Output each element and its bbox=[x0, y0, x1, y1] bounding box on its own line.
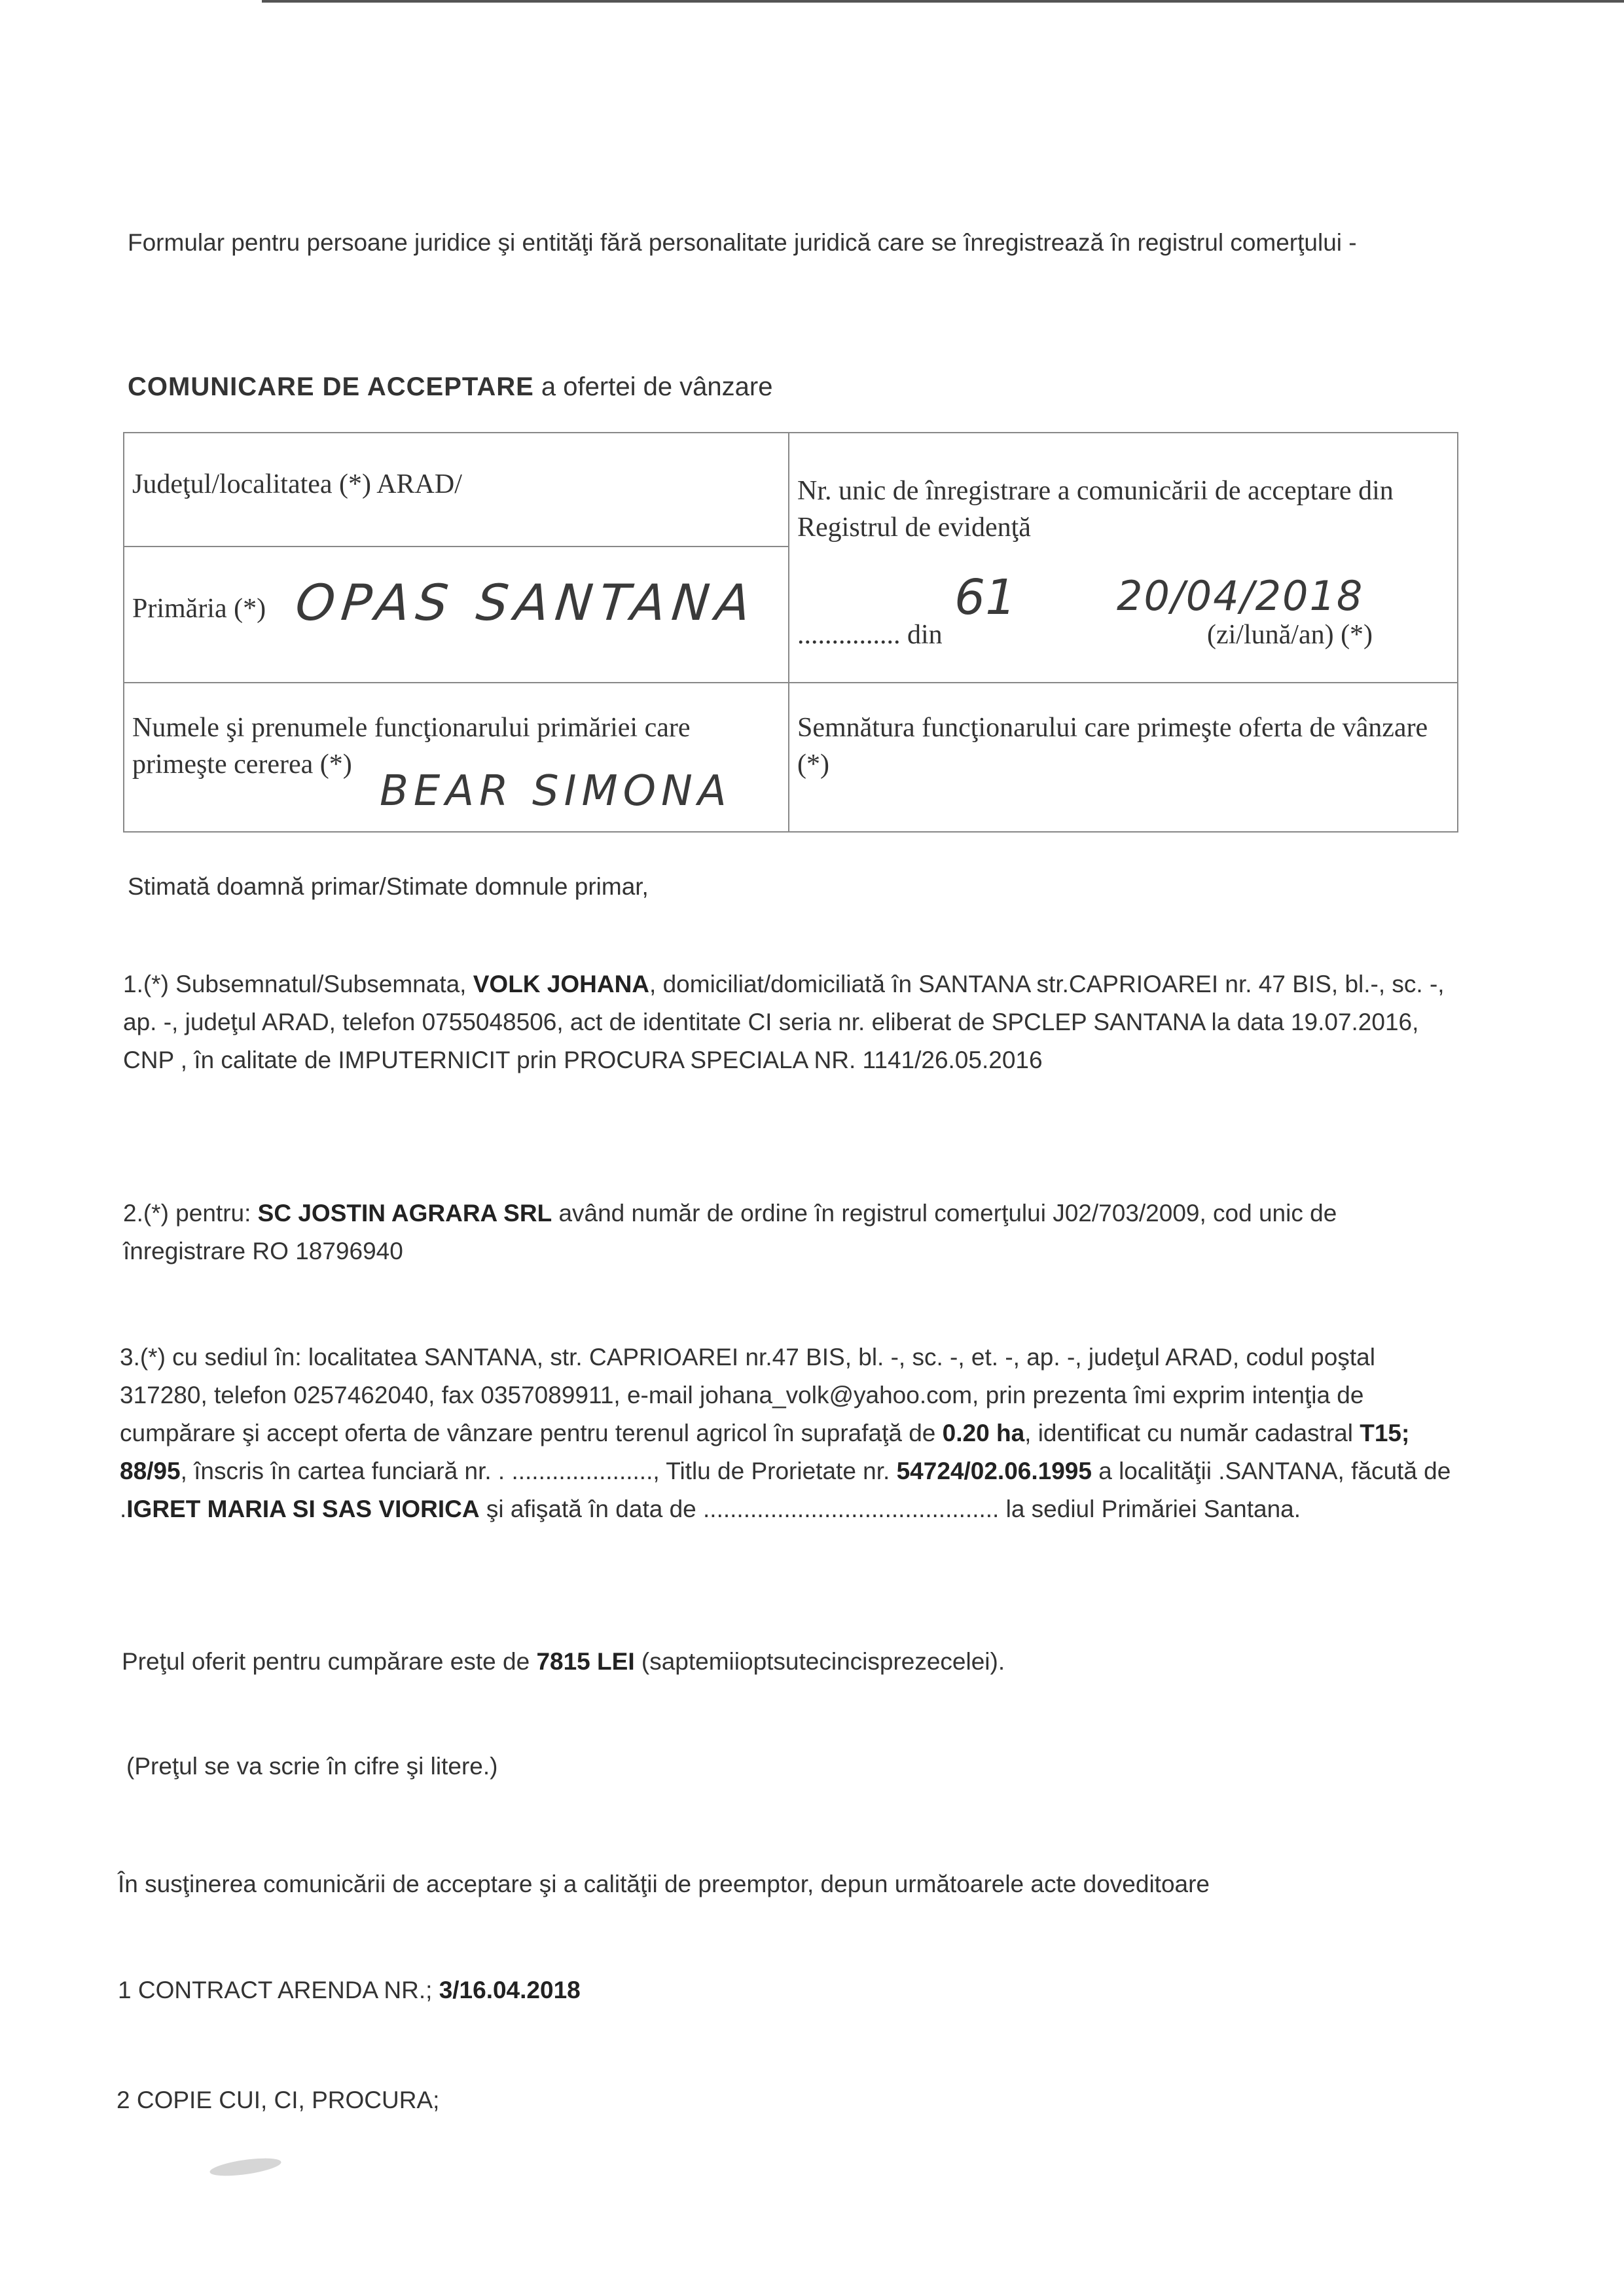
document-title bbox=[128, 368, 1110, 406]
nr-handwritten: 61 bbox=[954, 569, 1017, 626]
sellers-names: IGRET MARIA SI SAS VIORICA bbox=[126, 1496, 480, 1522]
scan-smudge bbox=[209, 2155, 282, 2179]
title-number: 54724/02.06.1995 bbox=[896, 1458, 1092, 1484]
doc1-text: 1 CONTRACT ARENDA NR.; bbox=[118, 1977, 439, 2003]
company-name: SC JOSTIN AGRARA SRL bbox=[257, 1200, 552, 1227]
judet-label: Judeţul/localitatea (*) ARAD/ bbox=[132, 469, 462, 499]
cell-functionar bbox=[123, 682, 789, 833]
price-note: (Preţul se va scrie în cifre şi litere.) bbox=[126, 1753, 498, 1780]
date-suffix: (zi/lună/an) (*) bbox=[1207, 620, 1373, 650]
price-line bbox=[122, 1643, 1431, 1681]
p2-text-b: având număr de ordine în registrul comerţului J02/703/2009, cod unic de înregistrare RO 18796940 bbox=[123, 1200, 1337, 1265]
salutation: Stimată doamnă primar/Stimate domnule primar, bbox=[128, 873, 649, 900]
applicant-name: VOLK JOHANA bbox=[473, 971, 650, 997]
p2-text-a: 2.(*) pentru: bbox=[123, 1200, 258, 1227]
p1-text-b: , domiciliat/domiciliată în SANTANA str.CAPRIOAREI nr. 47 BIS, bl.-, sc. -, ap. -, judeţul ARAD, telefon 0755048506, act de identitate CI seria nr. eliberat de SPCLEP SANTANA la data 19.07.2016, CNP , în calitate de IMPUTERNICIT prin PROCURA SPECIALA NR. 1141/26.05.2016 bbox=[123, 971, 1445, 1073]
price-text-a: Preţul oferit pentru cumpărare este de bbox=[122, 1648, 537, 1675]
supporting-doc-1 bbox=[118, 1971, 581, 2009]
land-area: 0.20 ha bbox=[942, 1420, 1025, 1446]
p1-text-a: 1.(*) Subsemnatul/Subsemnata, bbox=[123, 971, 473, 997]
nr-line: ............... din bbox=[797, 620, 943, 650]
p3-text-c: , înscris în cartea funciară nr. . ....................., Titlu de Prorietate nr. bbox=[180, 1458, 897, 1484]
scan-top-edge bbox=[262, 0, 1624, 3]
paragraph-3 bbox=[120, 1338, 1455, 1528]
supporting-doc-2: 2 COPIE CUI, CI, PROCURA; bbox=[117, 2087, 440, 2113]
nr-label: Nr. unic de înregistrare a comunicării de acceptare din Registrul de evidenţă bbox=[797, 476, 1394, 543]
functionar-label: Numele şi prenumele funcţionarului primăriei care primeşte cererea (*) bbox=[132, 713, 691, 780]
supporting-docs-intro: În susţinerea comunicării de acceptare şi a calităţii de preemptor, depun următoarele acte doveditoare bbox=[118, 1871, 1210, 1897]
p3-text-b: , identificat cu număr cadastral bbox=[1024, 1420, 1360, 1446]
paragraph-1 bbox=[123, 965, 1452, 1079]
functionar-handwritten: BEAR SIMONA bbox=[380, 767, 732, 816]
date-handwritten: 20/04/2018 bbox=[1117, 572, 1364, 620]
title-rest: a ofertei de vânzare bbox=[541, 372, 773, 401]
cell-semnatura bbox=[788, 682, 1458, 833]
cell-judet bbox=[123, 432, 789, 547]
p3-text-a: 3.(*) cu sediul în: localitatea SANTANA, str. CAPRIOAREI nr.47 BIS, bl. -, sc. -, et. -, ap. -, judeţul ARAD, codul poştal 317280, telefon 0257462040, fax 0357089911, e-mail johana_volk@yahoo.com, prin prezenta îmi exprim intenţia de cumpărare şi accept oferta de vânzare pentru terenul agricol în suprafaţă de bbox=[120, 1344, 1375, 1446]
primaria-label: Primăria (*) bbox=[132, 594, 266, 624]
title-bold: COMUNICARE DE ACCEPTARE bbox=[128, 372, 534, 401]
p3-text-e: şi afişată în data de ............................................ la sediul Primăriei Santana. bbox=[479, 1496, 1301, 1522]
cadastral-number: T15; 88/95 bbox=[120, 1420, 1410, 1484]
p3-text-d: a localităţii .SANTANA, făcută de . bbox=[120, 1458, 1451, 1522]
price-value: 7815 LEI bbox=[536, 1648, 635, 1675]
form-note: Formular pentru persoane juridice şi entităţi fără personalitate juridică care se înregistrează în registrul comerţului - bbox=[128, 229, 1357, 256]
primaria-handwritten: OPAS SANTANA bbox=[293, 573, 760, 632]
semnatura-label: Semnătura funcţionarului care primeşte oferta de vânzare (*) bbox=[797, 713, 1428, 780]
paragraph-2 bbox=[123, 1194, 1452, 1270]
registration-table bbox=[123, 432, 1458, 833]
cell-nr-inregistrare bbox=[788, 432, 1458, 683]
cell-primaria bbox=[123, 546, 789, 683]
price-in-words: (saptemiioptsutecincisprezecelei). bbox=[634, 1648, 1005, 1675]
doc1-number: 3/16.04.2018 bbox=[439, 1977, 581, 2003]
